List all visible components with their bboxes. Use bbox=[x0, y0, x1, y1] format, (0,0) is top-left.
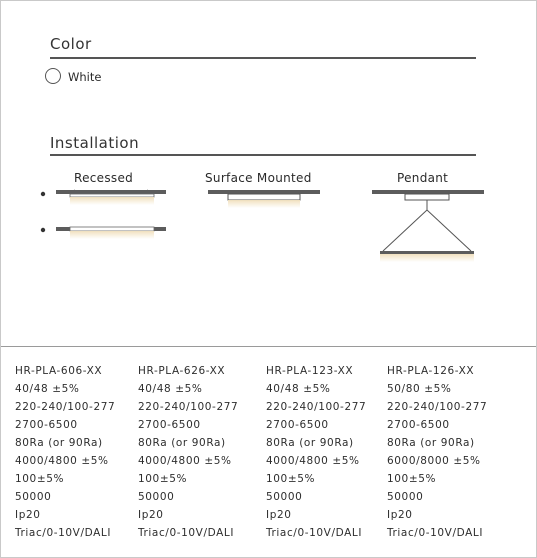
spec-voltage: 220-240/100-277 bbox=[15, 401, 116, 413]
spec-voltage: 220-240/100-277 bbox=[266, 401, 367, 413]
spec-column bbox=[15, 362, 115, 542]
spec-lumen: 4000/4800 ±5% bbox=[138, 455, 232, 467]
spec-lumen: 4000/4800 ±5% bbox=[15, 455, 109, 467]
spec-cct: 2700-6500 bbox=[266, 419, 329, 431]
spec-lifetime: 50000 bbox=[15, 491, 52, 503]
spec-cct: 2700-6500 bbox=[15, 419, 78, 431]
installation-type-recessed-label: Recessed bbox=[74, 171, 134, 185]
spec-voltage: 220-240/100-277 bbox=[138, 401, 239, 413]
spec-model: HR-PLA-126-XX bbox=[387, 365, 475, 377]
spec-efficiency: 100±5% bbox=[138, 473, 188, 485]
spec-voltage: 220-240/100-277 bbox=[387, 401, 488, 413]
installation-type-pendant-label: Pendant bbox=[397, 171, 449, 185]
spec-column bbox=[266, 362, 366, 542]
spec-model: HR-PLA-606-XX bbox=[15, 365, 103, 377]
spec-cri: 80Ra (or 90Ra) bbox=[138, 437, 226, 449]
spec-model: HR-PLA-626-XX bbox=[138, 365, 226, 377]
spec-column bbox=[138, 362, 238, 542]
spec-cct: 2700-6500 bbox=[138, 419, 201, 431]
spec-power: 40/48 ±5% bbox=[138, 383, 203, 395]
spec-efficiency: 100±5% bbox=[266, 473, 316, 485]
spec-power: 40/48 ±5% bbox=[266, 383, 331, 395]
spec-lumen: 4000/4800 ±5% bbox=[266, 455, 360, 467]
spec-efficiency: 100±5% bbox=[15, 473, 65, 485]
spec-dimming: Triac/0-10V/DALI bbox=[266, 527, 363, 539]
surface-mount-icon bbox=[208, 190, 320, 208]
spec-efficiency: 100±5% bbox=[387, 473, 437, 485]
spec-dimming: Triac/0-10V/DALI bbox=[15, 527, 112, 539]
spec-power: 50/80 ±5% bbox=[387, 383, 452, 395]
spec-cri: 80Ra (or 90Ra) bbox=[15, 437, 103, 449]
spec-lifetime: 50000 bbox=[387, 491, 424, 503]
recessed-variant-1-icon bbox=[41, 190, 166, 205]
spec-ip: Ip20 bbox=[266, 509, 292, 521]
spec-cri: 80Ra (or 90Ra) bbox=[387, 437, 475, 449]
spec-ip: Ip20 bbox=[387, 509, 413, 521]
spec-lumen: 6000/8000 ±5% bbox=[387, 455, 481, 467]
spec-column bbox=[387, 362, 487, 542]
spec-ip: Ip20 bbox=[15, 509, 41, 521]
spec-dimming: Triac/0-10V/DALI bbox=[138, 527, 235, 539]
color-section-title: Color bbox=[50, 35, 92, 53]
installation-section-title: Installation bbox=[50, 134, 140, 152]
spec-lifetime: 50000 bbox=[266, 491, 303, 503]
spec-table-divider bbox=[1, 346, 536, 347]
spec-cri: 80Ra (or 90Ra) bbox=[266, 437, 354, 449]
pendant-mount-icon bbox=[372, 190, 484, 262]
spec-dimming: Triac/0-10V/DALI bbox=[387, 527, 484, 539]
spec-power: 40/48 ±5% bbox=[15, 383, 80, 395]
spec-lifetime: 50000 bbox=[138, 491, 175, 503]
spec-model: HR-PLA-123-XX bbox=[266, 365, 354, 377]
recessed-variant-2-icon bbox=[41, 227, 166, 239]
color-option-label: White bbox=[68, 70, 102, 84]
spec-ip: Ip20 bbox=[138, 509, 164, 521]
spec-cct: 2700-6500 bbox=[387, 419, 450, 431]
installation-type-surface-label: Surface Mounted bbox=[205, 171, 312, 185]
